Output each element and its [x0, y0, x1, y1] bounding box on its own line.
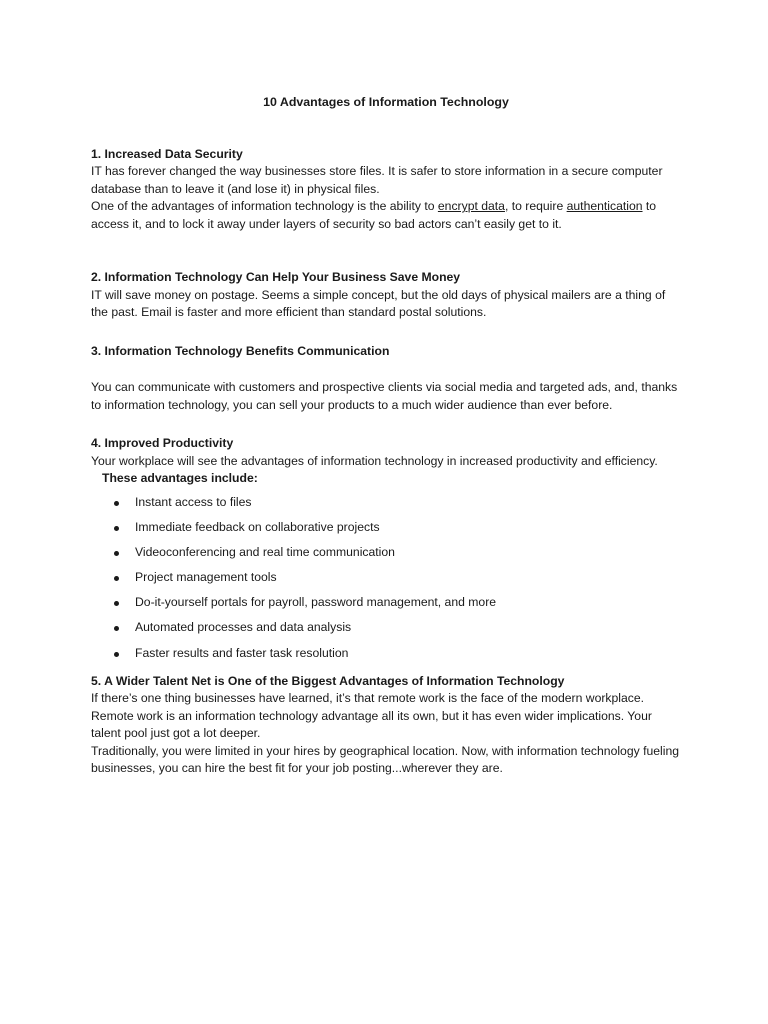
list-item	[91, 594, 681, 619]
section-increased-data-security	[91, 146, 681, 234]
list-item-text: Videoconferencing and real time communication	[135, 544, 395, 559]
list-item-text: Project management tools	[135, 570, 277, 585]
bullet-icon	[114, 601, 119, 606]
section-heading: 2. Information Technology Can Help Your Business Save Money	[91, 270, 461, 284]
list-item	[91, 519, 681, 544]
section-paragraph: You can communicate with customers and prospective clients via social media and targeted ads, and, thanks to information technology, you can sell your products to a much wider audience than ever before.	[91, 380, 678, 412]
document-page	[91, 94, 681, 778]
bullet-icon	[114, 652, 119, 657]
section-heading: 4. Improved Productivity	[91, 436, 234, 450]
list-item-text: Instant access to files	[135, 494, 252, 509]
section-save-money	[91, 269, 681, 322]
document-title: 10 Advantages of Information Technology	[263, 95, 509, 109]
paragraph-text: to access it, and to lock it away under layers of security so bad actors can’t easily get to it.	[91, 199, 657, 231]
section-heading: 3. Information Technology Benefits Communication	[91, 343, 390, 358]
section-paragraph: Traditionally, you were limited in your hires by geographical location. Now, with information technology fueling businesses, you can hire the best fit for your job posting...wherever they are.	[91, 743, 680, 776]
section-communication	[91, 343, 681, 415]
list-item	[91, 569, 681, 594]
bullet-icon	[114, 526, 119, 531]
encrypt-data-link[interactable]: encrypt data	[437, 199, 505, 213]
section-paragraph: Your workplace will see the advantages of information technology in increased productivity and efficiency.	[91, 453, 658, 468]
section-paragraph	[91, 198, 681, 233]
authentication-link[interactable]: authentication	[566, 199, 643, 213]
list-item	[91, 544, 681, 569]
list-item-text: Immediate feedback on collaborative projects	[135, 519, 380, 534]
list-item-text: Do-it-yourself portals for payroll, password management, and more	[135, 595, 497, 610]
list-item	[91, 645, 681, 670]
list-item	[91, 619, 681, 644]
section-paragraph: IT will save money on postage. Seems a simple concept, but the old days of physical mailers are a thing of the past. Email is faster and more efficient than standard postal solutions.	[91, 287, 666, 319]
list-item-text: Faster results and faster task resolution	[135, 645, 349, 660]
list-item	[91, 494, 681, 519]
paragraph-text: One of the advantages of information technology is the ability to	[91, 199, 438, 213]
bullet-icon	[114, 626, 119, 631]
section-improved-productivity	[91, 435, 681, 670]
bullet-icon	[114, 576, 119, 581]
section-heading: 1. Increased Data Security	[91, 146, 243, 161]
advantages-list	[91, 494, 681, 670]
section-wider-talent-net	[91, 673, 681, 778]
bullet-icon	[114, 551, 119, 556]
section-paragraph: IT has forever changed the way businesses store files. It is safer to store information in a secure computer database than to leave it (and lose it) in physical files.	[91, 164, 663, 196]
section-paragraph: If there’s one thing businesses have learned, it’s that remote work is the face of the modern workplace. Remote work is an information technology advantage all its own, but it has even wider implications. Your talent pool just got a lot deeper.	[91, 691, 652, 741]
paragraph-text: , to require	[504, 199, 567, 213]
section-heading: 5. A Wider Talent Net is One of the Biggest Advantages of Information Technology	[91, 673, 565, 688]
bullet-icon	[114, 501, 119, 506]
advantages-intro: These advantages include:	[102, 471, 258, 485]
list-item-text: Automated processes and data analysis	[135, 620, 352, 635]
